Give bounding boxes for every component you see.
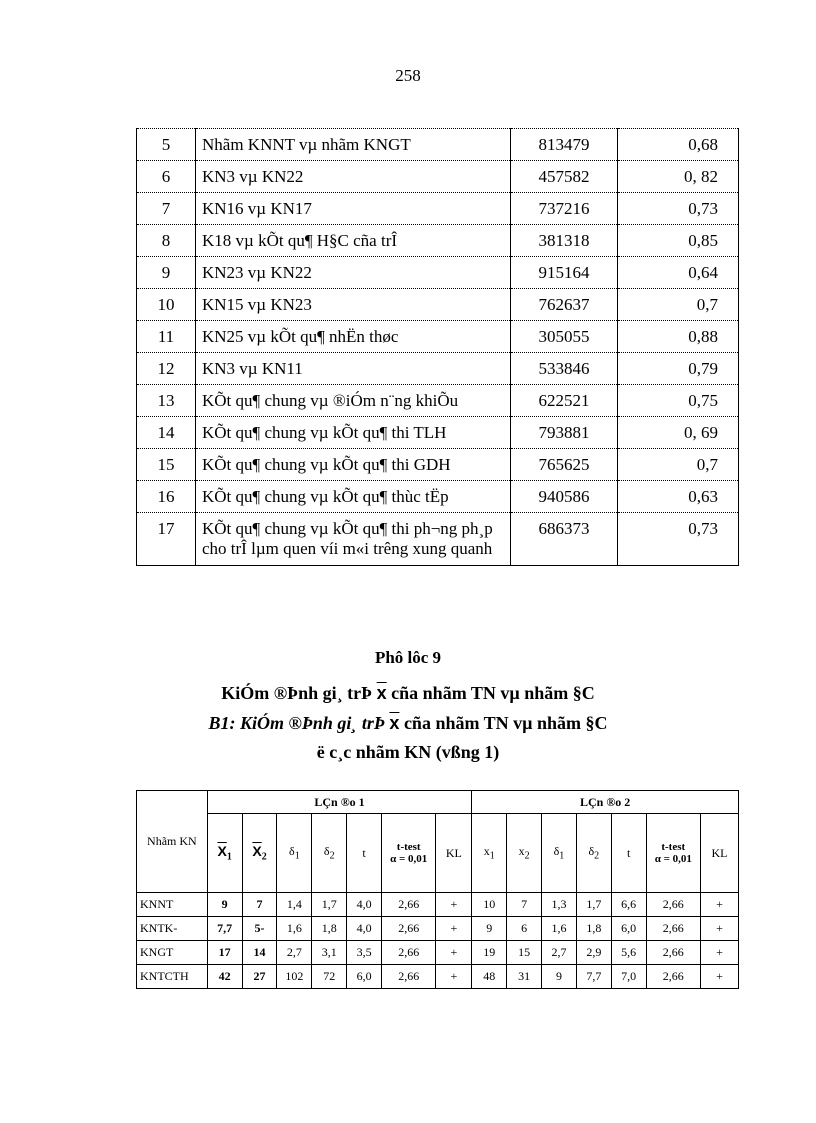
- row-code: 686373: [511, 513, 618, 566]
- cell: 102: [277, 965, 312, 989]
- row-pair: KÕt qu¶ chung vµ kÕt qu¶ thi TLH: [196, 417, 511, 449]
- cell: +: [436, 941, 472, 965]
- row-coefficient: 0,64: [618, 257, 739, 289]
- cell: 7,0: [611, 965, 646, 989]
- row-group: KNTK-: [137, 917, 208, 941]
- col-delta1: $\delta_1$: [277, 814, 312, 893]
- row-pair: KN16 vµ KN17: [196, 193, 511, 225]
- cell: 1,6: [277, 917, 312, 941]
- cell: 48: [472, 965, 507, 989]
- cell: 42: [207, 965, 242, 989]
- cell: 72: [312, 965, 347, 989]
- row-number: 5: [137, 129, 196, 161]
- row-pair: K18 vµ kÕt qu¶ H§C cña trÎ: [196, 225, 511, 257]
- cell: +: [436, 917, 472, 941]
- cell: 2,66: [646, 965, 700, 989]
- cell: 14: [242, 941, 277, 965]
- cell: 2,66: [646, 893, 700, 917]
- row-code: 765625: [511, 449, 618, 481]
- cell: 1,8: [576, 917, 611, 941]
- col-kl: KL: [436, 814, 472, 893]
- cell: 7,7: [207, 917, 242, 941]
- cell: 19: [472, 941, 507, 965]
- row-code: 793881: [511, 417, 618, 449]
- row-pair: KN25 vµ kÕt qu¶ nhËn thøc: [196, 321, 511, 353]
- cell: 2,66: [382, 917, 436, 941]
- cell: +: [436, 965, 472, 989]
- row-code: 813479: [511, 129, 618, 161]
- row-code: 915164: [511, 257, 618, 289]
- row-number: 8: [137, 225, 196, 257]
- row-pair: KN3 vµ KN11: [196, 353, 511, 385]
- row-number: 13: [137, 385, 196, 417]
- x-bar-symbol: $\overline{x}$: [376, 683, 387, 703]
- table-row: [137, 385, 739, 417]
- row-code: 940586: [511, 481, 618, 513]
- row-code: 622521: [511, 385, 618, 417]
- row-number: 14: [137, 417, 196, 449]
- col-x1-bar: $\overline{X}_1$: [207, 814, 242, 893]
- cell: 7: [242, 893, 277, 917]
- row-pair: KN23 vµ KN22: [196, 257, 511, 289]
- appendix-title: Phô lôc 9: [374, 648, 442, 667]
- appendix-subtitle: KiÓm ®Þnh gi¸ trÞ $\overline{x}$ cña nhãm TN vµ nhãm §C: [221, 683, 595, 703]
- cell: 2,66: [646, 917, 700, 941]
- row-number: 9: [137, 257, 196, 289]
- row-pair: KÕt qu¶ chung vµ kÕt qu¶ thi GDH: [196, 449, 511, 481]
- table-row: [137, 225, 739, 257]
- cell: 2,66: [382, 941, 436, 965]
- cell: 1,8: [312, 917, 347, 941]
- col-x2-bar: $\overline{X}_2$: [242, 814, 277, 893]
- table-row: [137, 129, 739, 161]
- col-delta2: $\delta_2$: [576, 814, 611, 893]
- row-number: 10: [137, 289, 196, 321]
- col-kl: KL: [700, 814, 738, 893]
- row-coefficient: 0,73: [618, 513, 739, 566]
- cell: 6: [507, 917, 542, 941]
- cell: 1,4: [277, 893, 312, 917]
- row-coefficient: 0, 69: [618, 417, 739, 449]
- cell: 2,7: [542, 941, 577, 965]
- row-pair: KN15 vµ KN23: [196, 289, 511, 321]
- row-number: 12: [137, 353, 196, 385]
- cell: +: [700, 893, 738, 917]
- table-row: [137, 449, 739, 481]
- row-coefficient: 0,75: [618, 385, 739, 417]
- row-coefficient: 0,73: [618, 193, 739, 225]
- cell: 10: [472, 893, 507, 917]
- cell: 15: [507, 941, 542, 965]
- cell: 6,0: [611, 917, 646, 941]
- row-coefficient: 0,7: [618, 449, 739, 481]
- cell: 6,6: [611, 893, 646, 917]
- row-coefficient: 0,79: [618, 353, 739, 385]
- round1-header: LÇn ®o 1: [207, 791, 472, 814]
- table-row: [137, 257, 739, 289]
- cell: +: [436, 893, 472, 917]
- row-number: 15: [137, 449, 196, 481]
- cell: 1,7: [576, 893, 611, 917]
- cell: 2,7: [277, 941, 312, 965]
- cell: 4,0: [347, 893, 382, 917]
- t-test-table: [136, 790, 739, 989]
- cell: +: [700, 941, 738, 965]
- table-row: [137, 161, 739, 193]
- cell: 3,5: [347, 941, 382, 965]
- row-number: 11: [137, 321, 196, 353]
- cell: 31: [507, 965, 542, 989]
- row-coefficient: 0,85: [618, 225, 739, 257]
- cell: 7,7: [576, 965, 611, 989]
- cell: 2,66: [382, 965, 436, 989]
- cell: 1,6: [542, 917, 577, 941]
- table-row: [137, 289, 739, 321]
- table-row: [137, 321, 739, 353]
- table-row: [137, 481, 739, 513]
- cell: 5,6: [611, 941, 646, 965]
- cell: 9: [542, 965, 577, 989]
- row-pair: Nhãm KNNT vµ nhãm KNGT: [196, 129, 511, 161]
- row-pair: KÕt qu¶ chung vµ ®iÓm n¨ng khiÕu: [196, 385, 511, 417]
- cell: 9: [207, 893, 242, 917]
- cell: 9: [472, 917, 507, 941]
- row-group: KNGT: [137, 941, 208, 965]
- table-row: [137, 417, 739, 449]
- row-coefficient: 0,68: [618, 129, 739, 161]
- cell: 2,9: [576, 941, 611, 965]
- cell: 27: [242, 965, 277, 989]
- cell: 17: [207, 941, 242, 965]
- correlation-table: [136, 128, 739, 566]
- cell: 4,0: [347, 917, 382, 941]
- table-row: [137, 193, 739, 225]
- table-row: [137, 353, 739, 385]
- col-t: t: [611, 814, 646, 893]
- cell: 2,66: [382, 893, 436, 917]
- col-delta1: $\delta_1$: [542, 814, 577, 893]
- table-row: [137, 941, 739, 965]
- table-row: [137, 893, 739, 917]
- cell: +: [700, 917, 738, 941]
- cell: 3,1: [312, 941, 347, 965]
- cell: 2,66: [646, 941, 700, 965]
- cell: 5-: [242, 917, 277, 941]
- col-x2: $x_2$: [507, 814, 542, 893]
- row-coefficient: 0, 82: [618, 161, 739, 193]
- row-code: 457582: [511, 161, 618, 193]
- round2-header: LÇn ®o 2: [472, 791, 739, 814]
- row-pair: KN3 vµ KN22: [196, 161, 511, 193]
- x-bar-symbol: $\overline{x}$: [389, 713, 400, 733]
- cell: 1,7: [312, 893, 347, 917]
- col-x1: $x_1$: [472, 814, 507, 893]
- cell: 6,0: [347, 965, 382, 989]
- group-header: Nhãm KN: [137, 791, 208, 893]
- row-number: 17: [137, 513, 196, 566]
- row-code: 737216: [511, 193, 618, 225]
- row-number: 6: [137, 161, 196, 193]
- row-number: 16: [137, 481, 196, 513]
- table-caption-line2: ë c¸c nhãm KN (vßng 1): [316, 742, 500, 762]
- table-caption: B1: KiÓm ®Þnh gi¸ trÞ $\overline{x}$ cña nhãm TN vµ nhãm §C: [208, 713, 608, 733]
- col-delta2: $\delta_2$: [312, 814, 347, 893]
- table-row: [137, 917, 739, 941]
- col-ttest: t-test α = 0,01: [646, 814, 700, 893]
- row-code: 381318: [511, 225, 618, 257]
- row-code: 305055: [511, 321, 618, 353]
- table-row: [137, 965, 739, 989]
- row-code: 533846: [511, 353, 618, 385]
- col-t: t: [347, 814, 382, 893]
- page-number: 258: [395, 66, 421, 85]
- cell: +: [700, 965, 738, 989]
- row-number: 7: [137, 193, 196, 225]
- cell: 1,3: [542, 893, 577, 917]
- row-code: 762637: [511, 289, 618, 321]
- row-coefficient: 0,7: [618, 289, 739, 321]
- row-pair: KÕt qu¶ chung vµ kÕt qu¶ thi ph¬ng ph¸p cho trÎ lµm quen víi m«i trêng xung quanh: [196, 513, 511, 566]
- col-ttest: t-test α = 0,01: [382, 814, 436, 893]
- cell: 7: [507, 893, 542, 917]
- table-row: [137, 513, 739, 566]
- row-pair: KÕt qu¶ chung vµ kÕt qu¶ thùc tËp: [196, 481, 511, 513]
- row-coefficient: 0,88: [618, 321, 739, 353]
- row-coefficient: 0,63: [618, 481, 739, 513]
- row-group: KNNT: [137, 893, 208, 917]
- row-group: KNTCTH: [137, 965, 208, 989]
